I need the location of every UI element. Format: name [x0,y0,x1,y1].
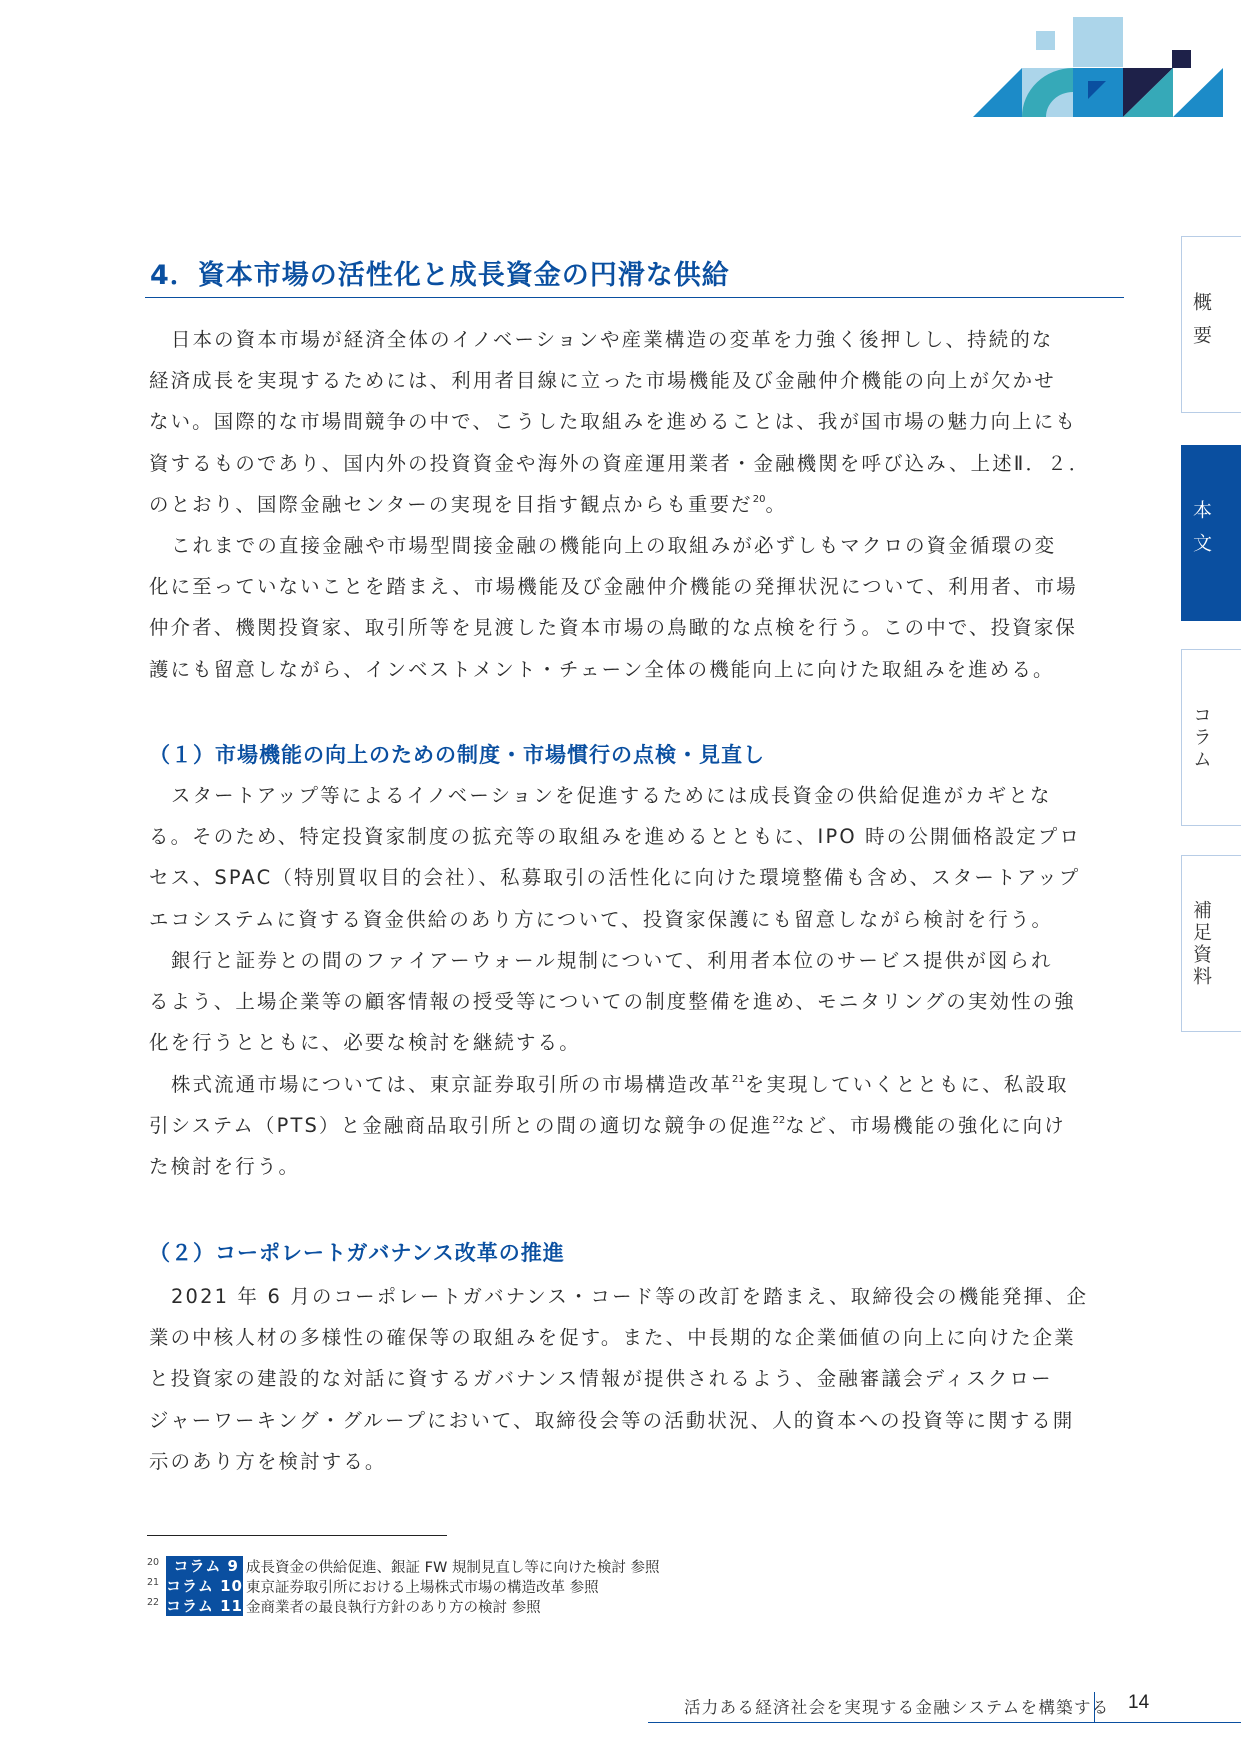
footnote-number: 22 [147,1597,160,1608]
footnote-divider [147,1535,447,1536]
text-line: ジャーワーキング・グループにおいて、取締役会等の活動状況、人的資本への投資等に関する開 [149,1408,1075,1432]
text-line: 経済成長を実現するためには、利用者目線に立った市場機能及び金融仲介機能の向上が欠かせ [149,369,1056,393]
intro-paragraph-1 [149,319,1124,525]
heading-underline [145,297,1124,298]
side-tab-supplementary[interactable] [1181,855,1241,1032]
intro-paragraph-2 [149,525,1124,690]
text-line: エコシステムに資する資金供給のあり方について、投資家保護にも留意しながら検討を行う。 [149,907,1054,931]
text-line: スタートアップ等によるイノベーションを促進するためには成長資金の供給促進がカギとな [171,784,1052,807]
text-line: 示のあり方を検討する。 [149,1449,387,1473]
text-line: と投資家の建設的な対話に資するガバナンス情報が提供されるよう、金融審議会ディスクロー [149,1367,1053,1391]
side-tab-label: 概要 [1190,291,1212,358]
text-line: 化を行うとともに、必要な検討を継続する。 [149,1031,581,1055]
footnote-20 [147,1556,660,1576]
subsection-1-paragraph-2 [149,940,1124,1064]
text-line: 2021 年 6 月のコーポレートガバナンス・コード等の改訂を踏まえ、取締役会の機能発揮、企 [171,1285,1089,1308]
column-link-badge[interactable]: コラム 11 [166,1597,243,1615]
footnote-21 [147,1576,599,1596]
text-line: 日本の資本市場が経済全体のイノベーションや産業構造の変革を力強く後押しし、持続的な [171,328,1054,351]
text-line-content: 引システム（PTS）と金融商品取引所との間の適切な競争の促進 [149,1114,773,1138]
text-line: 護にも留意しながら、インベストメント・チェーン全体の機能向上に向けた取組みを進める。 [149,657,1055,681]
column-link-badge[interactable]: コラム 10 [166,1577,243,1595]
section-heading: 4．資本市場の活性化と成長資金の円滑な供給 [150,260,730,291]
text-line: 化に至っていないことを踏まえ、市場機能及び金融仲介機能の発揮状況について、利用者、市場 [149,575,1078,599]
side-tab-columns[interactable] [1181,649,1241,826]
decorative-geometric-logo [0,0,1241,130]
text-line-content: を実現していくとともに、私設取 [744,1073,1069,1096]
side-tab-label: 本文 [1190,500,1212,566]
footer-document-title: 活力ある経済社会を実現する金融システムを構築する [684,1698,1110,1717]
text-line: セス、SPAC（特別買収目的会社）、私募取引の活性化に向けた環境整備も含め、スタートアップ [149,866,1081,890]
subsection-heading-2: （２）コーポレートガバナンス改革の推進 [149,1241,565,1265]
footnote-22 [147,1596,541,1616]
text-line: るよう、上場企業等の顧客情報の授受等についての制度整備を進め、モニタリングの実効性の強 [149,990,1076,1014]
footer-rule [648,1722,1241,1723]
text-line [149,1064,1124,1105]
footnote-number: 21 [147,1577,160,1588]
text-line-content: 株式流通市場については、東京証券取引所の市場構造改革 [171,1073,732,1096]
text-line: 銀行と証券との間のファイアーウォール規制について、利用者本位のサービス提供が図られ [171,949,1053,972]
column-link-badge[interactable]: コラム 9 [166,1556,243,1576]
page-number: 14 [1128,1692,1150,1713]
footnote-ref-21[interactable]: 21 [731,1074,745,1085]
side-tab-overview[interactable] [1181,236,1241,413]
text-line: ない。国際的な市場間競争の中で、こうした取組みを進めることは、我が国市場の魅力向上にも [149,410,1078,434]
side-tab-label: コラム [1190,704,1212,771]
side-tab-label: 補足資料 [1190,899,1212,988]
text-line-tail: 。 [765,492,788,516]
footnote-text: 金商業者の最良執行方針のあり方の検討 参照 [246,1599,541,1616]
side-tab-main-text[interactable] [1181,445,1241,621]
footnote-number: 20 [147,1557,160,1568]
text-line-content: など、市場機能の強化に向け [785,1114,1066,1138]
text-line: これまでの直接金融や市場型間接金融の機能向上の取組みが必ずしもマクロの資金循環の変 [171,534,1057,557]
text-line: 仲介者、機関投資家、取引所等を見渡した資本市場の鳥瞰的な点検を行う。この中で、投資家保 [149,616,1078,640]
subsection-1-paragraph-1 [149,775,1124,940]
footer-separator [1094,1692,1095,1722]
footnote-ref-20[interactable]: 20 [752,493,766,505]
footnote-text: 東京証券取引所における上場株式市場の構造改革 参照 [246,1579,599,1596]
text-line-content: のとおり、国際金融センターの実現を目指す観点からも重要だ [149,492,753,516]
text-line: た検討を行う。 [149,1155,301,1179]
text-line [149,1105,1124,1146]
text-line: 業の中核人材の多様性の確保等の取組みを促す。また、中長期的な企業価値の向上に向けた企業 [149,1326,1076,1350]
text-line: る。そのため、特定投資家制度の拡充等の取組みを進めるとともに、IPO 時の公開価格設定プロ [149,825,1082,849]
subsection-heading-1: （１）市場機能の向上のための制度・市場慣行の点検・見直し [149,743,765,767]
subsection-2-paragraph-1 [149,1276,1124,1482]
footnote-text: 成長資金の供給促進、銀証 FW 規制見直し等に向けた検討 参照 [246,1559,660,1576]
subsection-1-paragraph-3 [149,1064,1124,1188]
footnote-ref-22[interactable]: 22 [772,1115,786,1127]
text-line [149,484,1124,525]
text-line: 資するものであり、国内外の投資資金や海外の資産運用業者・金融機関を呼び込み、上述Ⅱ．２． [149,451,1091,475]
